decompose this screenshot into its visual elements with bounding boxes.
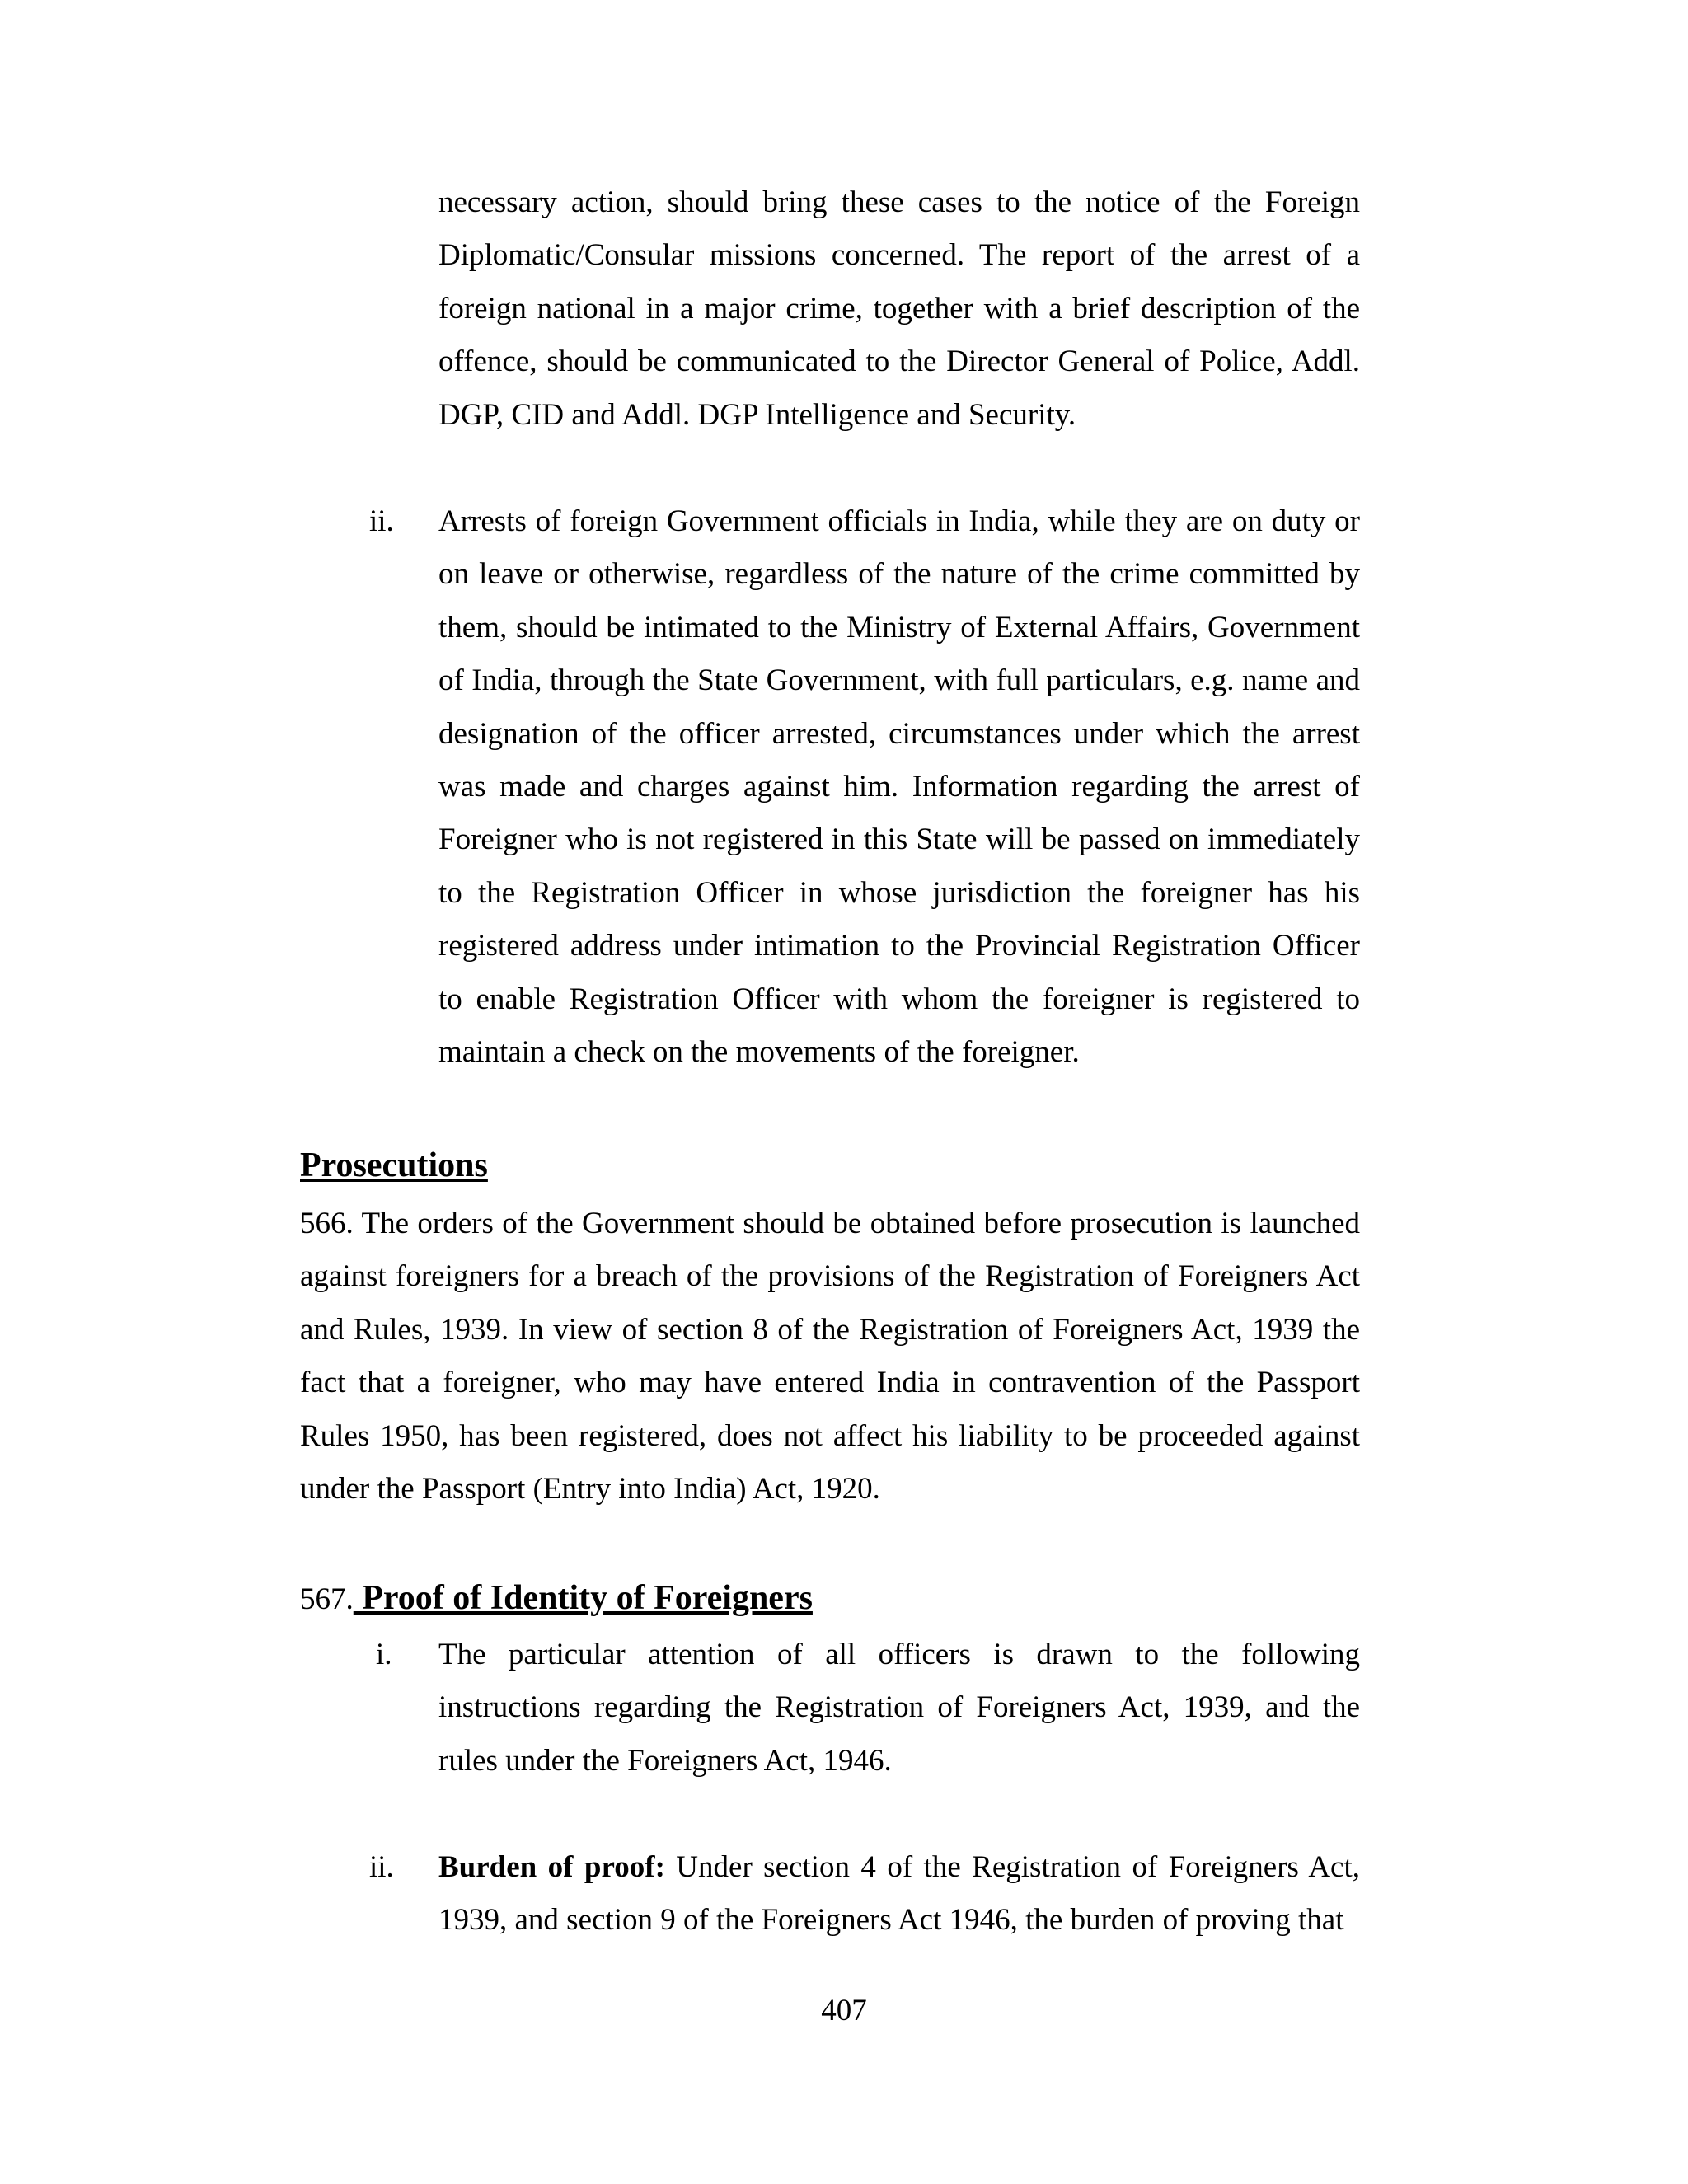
list-marker-ii-burden: ii. (369, 1850, 394, 1884)
foreign-officials-arrest-paragraph: Arrests of foreign Government officials in India, while they are on duty or on leave or otherwise, regardless of the nature of the crime committed by them, should be intimated to the Ministry of External Affairs, Government of India, through the State Government, with full particulars, e.g. name and designation of the officer arrested, circumstances under which the arrest was made and charges against him. Information regarding the arrest of Foreigner who is not registered in this State will be passed on immediately to the Registration Officer in whose jurisdiction the foreigner has his registered address under intimation to the Provincial Registration Officer to enable Registration Officer with whom the foreigner is registered to maintain a check on the movements of the foreigner. (438, 504, 1360, 1070)
attention-paragraph: The particular attention of all officers is drawn to the following instructions regarding the Registration of Foreigners Act, 1939, and the rules under the Foreigners Act, 1946. (438, 1638, 1360, 1778)
burden-of-proof-text: Under section 4 of the Registration of Foreigners Act, 1939, and section 9 of the Foreigners Act 1946, the burden of proving that (438, 1850, 1360, 1938)
section-567-number: 567. (300, 1582, 354, 1616)
continuation-paragraph: necessary action, should bring these cases to the notice of the Foreign Diplomatic/Consular missions concerned. The report of the arrest of a foreign national in a major crime, together with a brief description of the offence, should be communicated to the Director General of Police, Addl. DGP, CID and Addl. DGP Intelligence and Security. (438, 185, 1360, 432)
section-567-title: Proof of Identity of Foreigners (353, 1579, 813, 1617)
list-marker-i: i. (376, 1638, 392, 1671)
page-number: 407 (821, 1994, 867, 2027)
list-marker-ii: ii. (369, 504, 394, 538)
prosecutions-paragraph: 566. The orders of the Government should be obtained before prosecution is launched against foreigners for a breach of the provisions of the Registration of Foreigners Act and Rules, 1939. In view of section 8 of the Registration of Foreigners Act, 1939 the fact that a foreigner, who may have entered India in contravention of the Passport Rules 1950, has been registered, does not affect his liability to be proceeded against under the Passport (Entry into India) Act, 1920. (300, 1207, 1360, 1507)
prosecutions-heading: Prosecutions (300, 1146, 488, 1184)
burden-of-proof-paragraph (438, 1841, 1360, 1947)
section-567-heading (300, 1572, 813, 1626)
burden-of-proof-label: Burden of proof: (438, 1850, 665, 1884)
